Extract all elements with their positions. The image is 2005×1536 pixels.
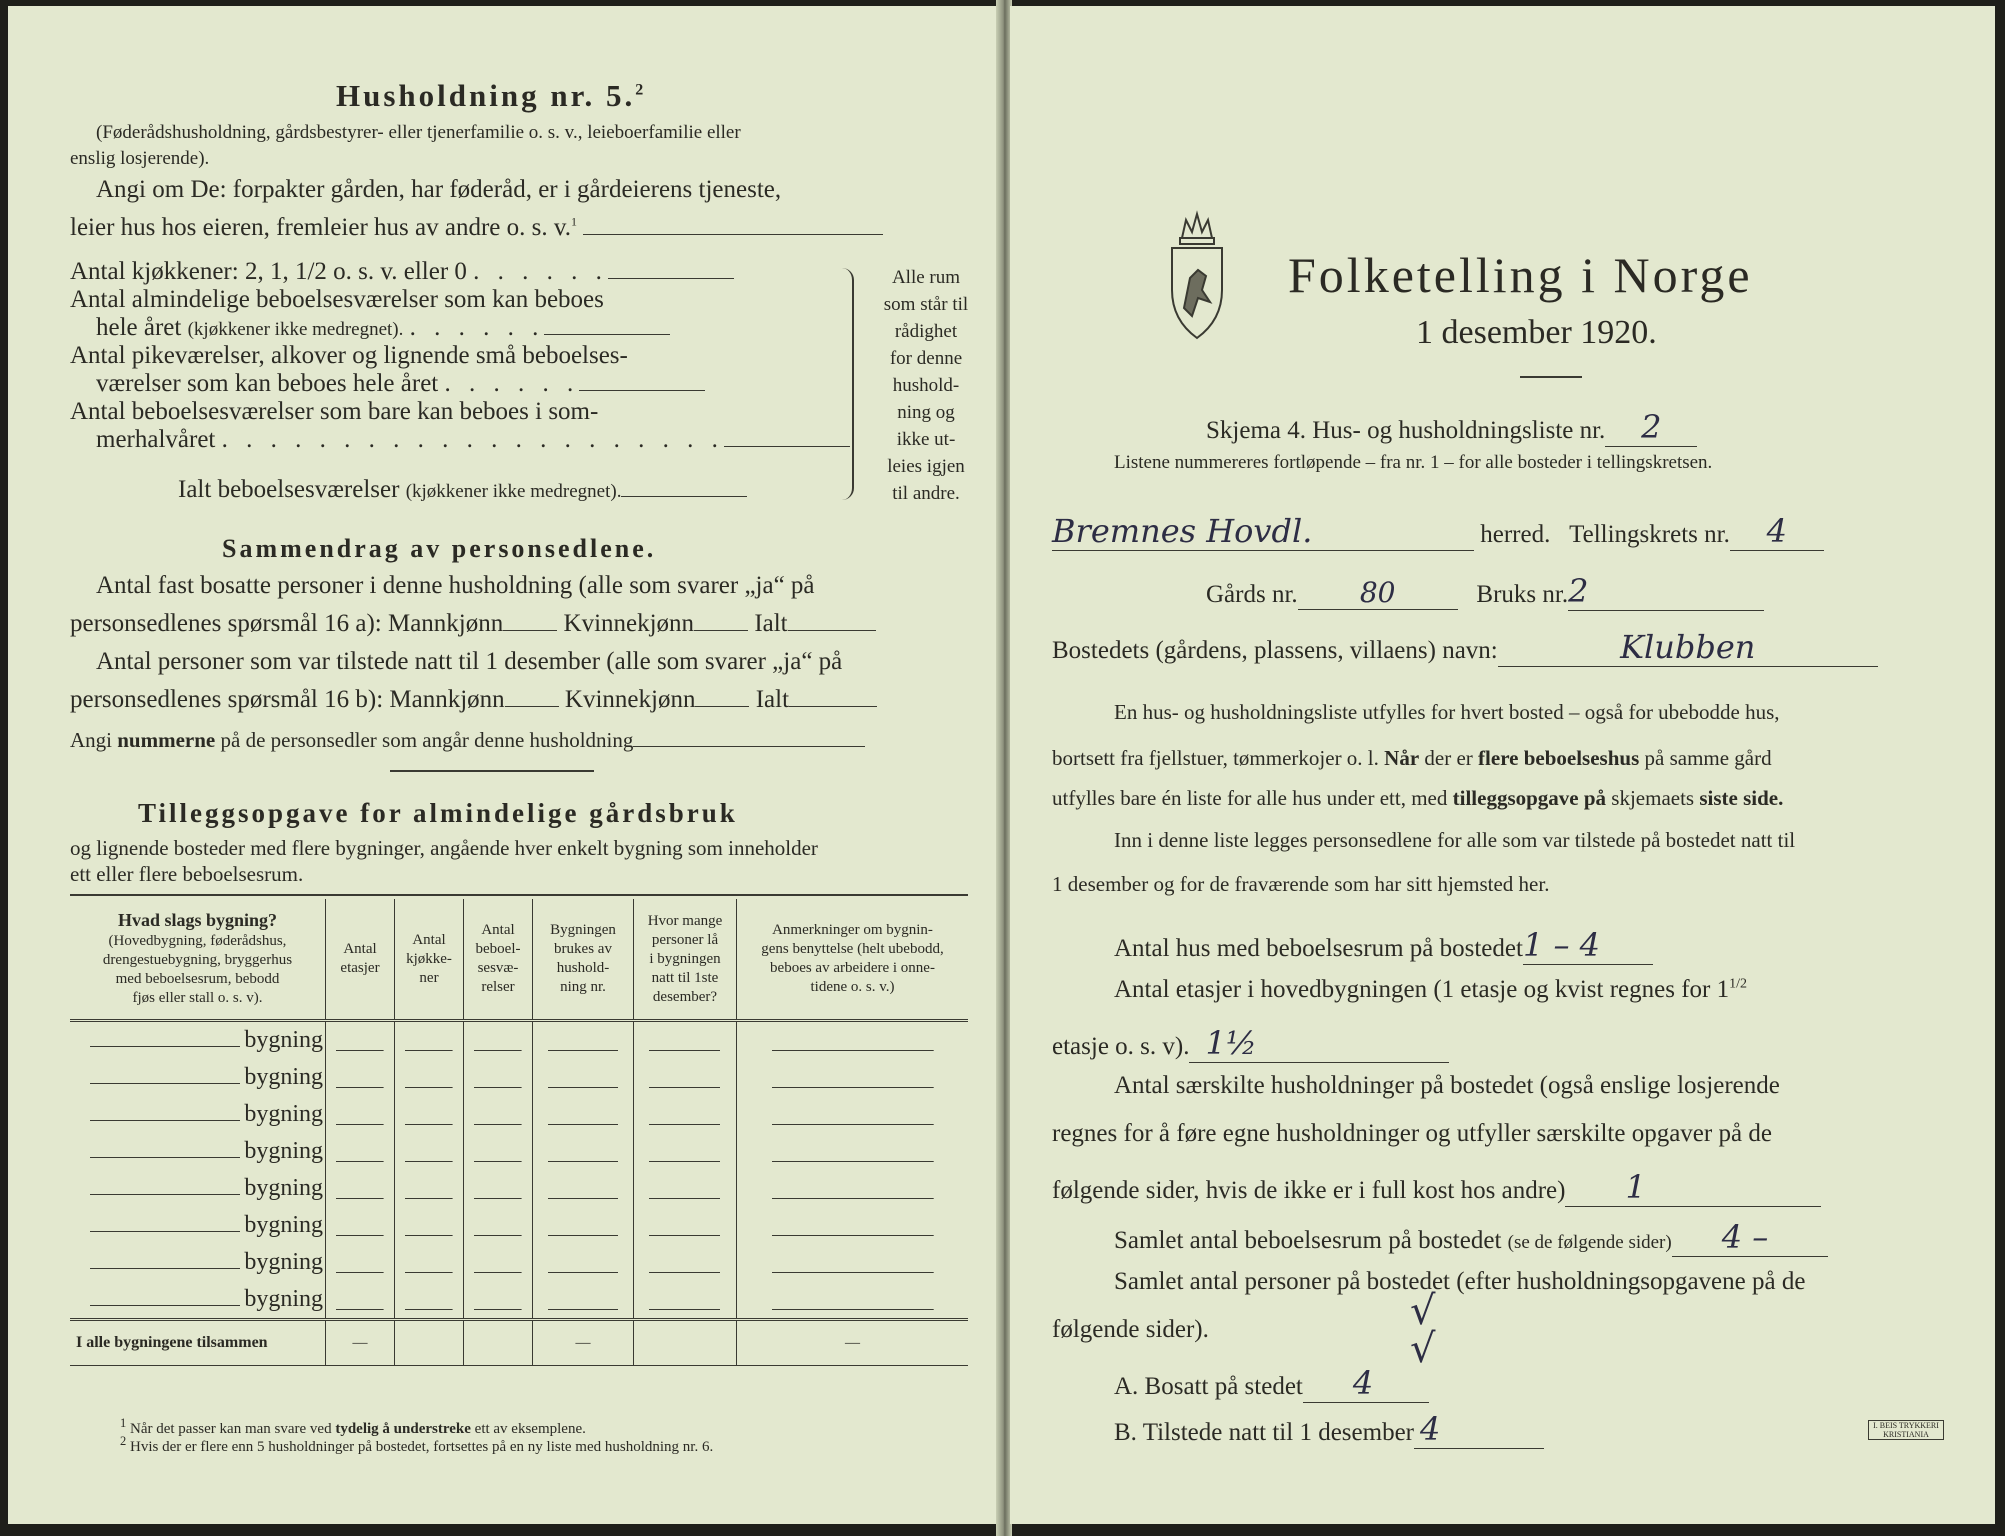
total-household: — xyxy=(533,1320,634,1366)
table-row: bygning xyxy=(70,1021,968,1060)
form-number-label: Skjema 4. Hus- og husholdningsliste nr. 2 xyxy=(1206,408,1697,447)
info-line-3: utfylles bare én liste for alle hus under ett, med tilleggsopgave på skjemaets siste side. xyxy=(1052,786,1784,810)
section-divider xyxy=(390,770,594,772)
table-top-rule xyxy=(70,894,968,896)
col-building-type-header: Hvad slags bygning? (Hovedbygning, føderådshus, drengestuebygning, bryggerhus med beboelsesrum, bebodd fjøs eller stall o. s. v). xyxy=(70,899,326,1021)
total-floors: — xyxy=(326,1320,395,1366)
col-kitchens-header: Antal kjøkke- ner xyxy=(395,899,464,1021)
households-line-1: Antal særskilte husholdninger på bostedet (også enslige losjerende xyxy=(1114,1072,1780,1099)
district-line: Bremnes Hovdl. herred. Tellingskrets nr. 4 xyxy=(1052,512,1824,551)
table-row: bygning xyxy=(70,1281,968,1320)
present-count-line: B. Tilstede natt til 1 desember 4 xyxy=(1114,1410,1544,1449)
resident-line-1: Antal fast bosatte personer i denne husholdning (alle som svarer „ja“ på xyxy=(96,572,815,599)
households-line-2: regnes for å føre egne husholdninger og utfyller særskilte opgaver på de xyxy=(1052,1120,1772,1147)
ordinary-rooms-label-1: Antal almindelige beboelsesværelser som kan beboes xyxy=(70,286,604,313)
table-row: bygning xyxy=(70,1133,968,1170)
footnote-2: $^2$ Hvis der er flere enn 5 husholdninger på bostedet, fortsettes på en ny liste med husholdning nr. 6. xyxy=(120,1434,714,1455)
total-rooms-label: Ialt beboelsesværelser (kjøkkener ikke medregnet). xyxy=(178,476,747,504)
col-persons-header: Hvor mange personer lå i bygningen natt til 1ste desember? xyxy=(634,899,737,1021)
floors-line-2: etasje o. s. v). 1½ xyxy=(1052,1024,1449,1063)
table-row: bygning xyxy=(70,1244,968,1281)
supplement-sub-1: og lignende bosteder med flere bygninger, angående hver enkelt bygning som inneholder xyxy=(70,836,818,860)
table-row: bygning xyxy=(70,1207,968,1244)
census-title: Folketelling i Norge xyxy=(1288,247,1753,303)
resident-line-2: personsedlenes spørsmål 16 a): Mannkjønn Kvinnekjønn Ialt xyxy=(70,610,876,638)
ordinary-rooms-label-2: hele året (kjøkkener ikke medregnet). . . . . . . xyxy=(96,314,670,342)
supplement-sub-2: ett eller flere beboelsesrum. xyxy=(70,862,304,886)
house-count-line: Antal hus med beboelsesrum på bostedet1 – 4 xyxy=(1114,926,1653,965)
herred-value: Bremnes Hovdl. xyxy=(1052,512,1313,550)
info-line-5: 1 desember og for de fraværende som har sitt hjemsted her. xyxy=(1052,872,1550,896)
household-title: Husholdning nr. 5.$^2$ xyxy=(336,78,647,113)
info-line-4: Inn i denne liste legges personsedlene for alle som var tilstede på bostedet natt til xyxy=(1114,828,1796,852)
left-page xyxy=(8,6,1000,1524)
total-remarks: — xyxy=(737,1320,969,1366)
building-table xyxy=(70,899,968,1366)
table-row: bygning xyxy=(70,1096,968,1133)
col-household-header: Bygningen brukes av hushold- ning nr. xyxy=(533,899,634,1021)
summer-rooms-label-1: Antal beboelsesværelser som bare kan beboes i som- xyxy=(70,398,599,425)
footnote-1: $^1$ Når det passer kan man svare ved tydelig å understreke ett av eksemplene. xyxy=(120,1416,586,1437)
numbers-line: Angi nummerne på de personsedler som angår denne husholdning xyxy=(70,728,865,753)
total-persons-line-2: følgende sider). xyxy=(1052,1316,1209,1343)
col-rooms-header: Antal beboel- sesvæ- relser xyxy=(464,899,533,1021)
table-row: bygning xyxy=(70,1059,968,1096)
check-mark-1: √ xyxy=(1410,1288,1436,1334)
col-floors-header: Antal etasjer xyxy=(326,899,395,1021)
check-mark-2: √ xyxy=(1410,1326,1436,1372)
col-remarks-header: Anmerkninger om bygnin- gens benyttelse (helt ubebodd, beboes av arbeidere i onne- tidene o. s. v.) xyxy=(737,899,969,1021)
numbering-note: Listene nummereres fortløpende – fra nr. 1 – for alle bosteder i tellingskretsen. xyxy=(1114,452,1713,473)
table-total-row xyxy=(70,1320,968,1366)
maid-rooms-label-1: Antal pikeværelser, alkover og lignende små beboelses- xyxy=(70,342,628,369)
printer-stamp: I. BEIS TRYKKERI KRISTIANIA xyxy=(1868,1420,1944,1440)
resident-count-line: A. Bosatt på stedet 4 xyxy=(1114,1364,1429,1403)
households-line-3: følgende sider, hvis de ikke er i full kost hos andre) 1 xyxy=(1052,1168,1821,1207)
household-subtitle-2: enslig losjerende). xyxy=(70,148,210,169)
angi-line-2: leier hus hos eieren, fremleier hus av andre o. s. v.$^1$ xyxy=(70,214,883,242)
household-subtitle: (Føderådshusholdning, gårdsbestyrer- eller tjenerfamilie o. s. v., leieboerfamilie eller xyxy=(96,122,741,143)
kitchen-count-label: Antal kjøkkener: 2, 1, 1/2 o. s. v. eller 0 . . . . . . xyxy=(70,258,734,286)
total-rooms-line: Samlet antal beboelsesrum på bostedet (se de følgende sider) 4 – xyxy=(1114,1218,1828,1257)
supplement-title: Tilleggsopgave for almindelige gårdsbruk xyxy=(138,798,738,828)
maid-rooms-label-2: værelser som kan beboes hele året . . . . . . xyxy=(96,370,705,398)
brace-note: Alle rum som står til rådighet for denne hushold- ning og ikke ut- leies igjen til andre. xyxy=(883,267,969,504)
place-name-line: Bostedets (gårdens, plassens, villaens) navn: Klubben xyxy=(1052,628,1878,667)
floors-line-1: Antal etasjer i hovedbygningen (1 etasje og kvist regnes for $1^{1/2}$ xyxy=(1114,976,1748,1003)
info-line-2: bortsett fra fjellstuer, tømmerkojer o. l. Når der er flere beboelseshus på samme gård xyxy=(1052,746,1772,770)
farm-number-line: Gårds nr. 80 Bruks nr.2 xyxy=(1206,572,1764,611)
table-row: bygning xyxy=(70,1170,968,1207)
title-divider xyxy=(1520,376,1582,378)
info-line-1: En hus- og husholdningsliste utfylles for hvert bosted – også for ubebodde hus, xyxy=(1114,700,1780,724)
norway-coat-of-arms-icon xyxy=(1162,198,1232,348)
right-page xyxy=(1010,6,1995,1524)
angi-line-1: Angi om De: forpakter gården, har føderåd, er i gårdeierens tjeneste, xyxy=(96,176,782,203)
census-date: 1 desember 1920. xyxy=(1416,314,1657,351)
summer-rooms-label-2: merhalvåret . . . . . . . . . . . . . . . . . . . . . xyxy=(96,426,850,454)
present-line-1: Antal personer som var tilstede natt til 1 desember (alle som svarer „ja“ på xyxy=(96,648,843,675)
total-label: I alle bygningene tilsammen xyxy=(70,1320,326,1366)
summary-title: Sammendrag av personsedlene. xyxy=(222,534,657,563)
brace xyxy=(838,268,854,500)
present-line-2: personsedlenes spørsmål 16 b): Mannkjønn Kvinnekjønn Ialt xyxy=(70,686,877,714)
total-persons-line-1: Samlet antal personer på bostedet (efter husholdningsopgavene på de xyxy=(1114,1268,1806,1295)
